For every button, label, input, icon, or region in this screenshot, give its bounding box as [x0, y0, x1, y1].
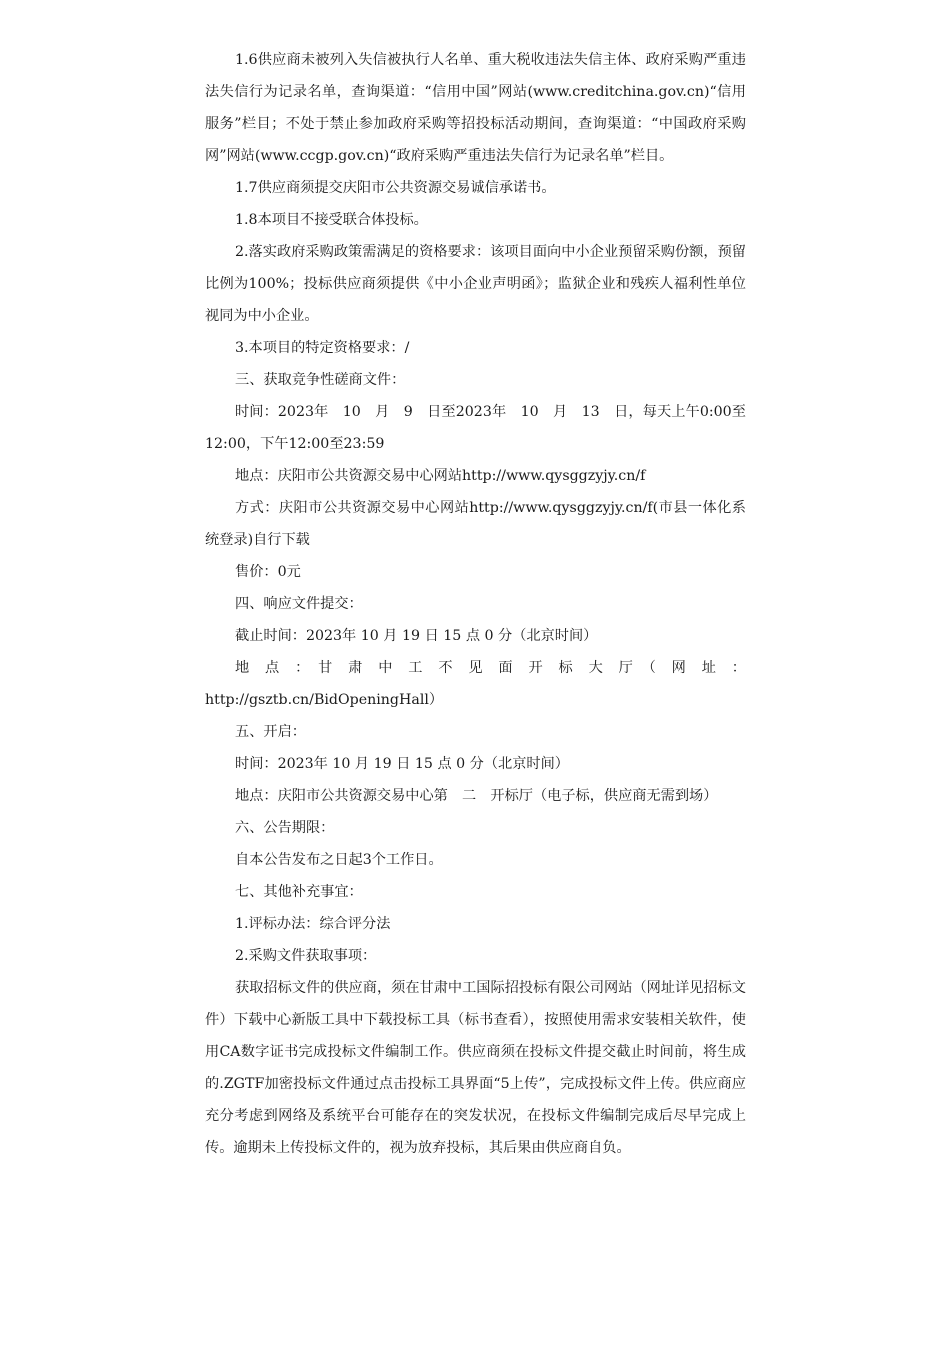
section-heading-3: 三、获取竞争性磋商文件： [235, 372, 406, 388]
section-heading-6: 六、公告期限： [235, 820, 335, 836]
section-heading-5: 五、开启： [235, 724, 306, 740]
submission-deadline: 截止时间：2023年 10 月 19 日 15 点 0 分（北京时间） [235, 628, 598, 644]
section-heading-4: 四、响应文件提交： [235, 596, 363, 612]
document-body [205, 44, 746, 1164]
section-heading-7: 七、其他补充事宜： [235, 884, 363, 900]
announcement-period: 自本公告发布之日起3个工作日。 [235, 852, 443, 868]
paragraph-1-6: 1.6供应商未被列入失信被执行人名单、重大税收违法失信主体、政府采购严重违法失信行为记录名单，查询渠道：“信用中国”网站(www.creditchina.gov.cn)“信用服务”栏目；不处于禁止参加政府采购等招投标活动期间，查询渠道：“中国政府采购网”网站(www.ccgp.gov.cn)“政府采购严重违法失信行为记录名单”栏目。 [205, 52, 746, 164]
document-acquisition-details: 获取招标文件的供应商，须在甘肃中工国际招投标有限公司网站（网址详见招标文件）下载中心新版工具中下载投标工具（标书查看），按照使用需求安装相关软件，使用CA数字证书完成投标文件编制工作。供应商须在投标文件提交截止时间前，将生成的.ZGTF加密投标文件通过点击投标工具界面“5上传”，完成投标文件上传。供应商应充分考虑到网络及系统平台可能存在的突发状况，在投标文件编制完成后尽早完成上传。逾期未上传投标文件的，视为放弃投标，其后果由供应商自负。 [205, 980, 746, 1156]
opening-time: 时间：2023年 10 月 19 日 15 点 0 分（北京时间） [235, 756, 569, 772]
acquire-price: 售价：0元 [235, 564, 301, 580]
acquire-location: 地点：庆阳市公共资源交易中心网站http://www.qysggzyjy.cn/f [235, 468, 646, 484]
paragraph-1-8: 1.8本项目不接受联合体投标。 [235, 212, 428, 228]
acquire-time: 时间：2023年 10 月 9 日至2023年 10 月 13 日，每天上午0:00至12:00，下午12:00至23:59 [205, 404, 746, 452]
paragraph-2: 2.落实政府采购政策需满足的资格要求：该项目面向中小企业预留采购份额，预留比例为100%；投标供应商须提供《中小企业声明函》；监狱企业和残疾人福利性单位视同为中小企业。 [205, 244, 746, 324]
paragraph-3: 3.本项目的特定资格要求：/ [235, 340, 410, 356]
submission-location: 地 点 ： 甘 肃 中 工 不 见 面 开 标 大 厅 （ 网 址 ：http://gsztb.cn/BidOpeningHall） [205, 660, 746, 708]
opening-location: 地点：庆阳市公共资源交易中心第 二 开标厅（电子标，供应商无需到场） [235, 788, 718, 804]
document-acquisition-heading: 2.采购文件获取事项： [235, 948, 377, 964]
evaluation-method: 1.评标办法：综合评分法 [235, 916, 391, 932]
acquire-method: 方式：庆阳市公共资源交易中心网站http://www.qysggzyjy.cn/f(市县一体化系统登录)自行下载 [205, 500, 746, 548]
paragraph-1-7: 1.7供应商须提交庆阳市公共资源交易诚信承诺书。 [235, 180, 556, 196]
